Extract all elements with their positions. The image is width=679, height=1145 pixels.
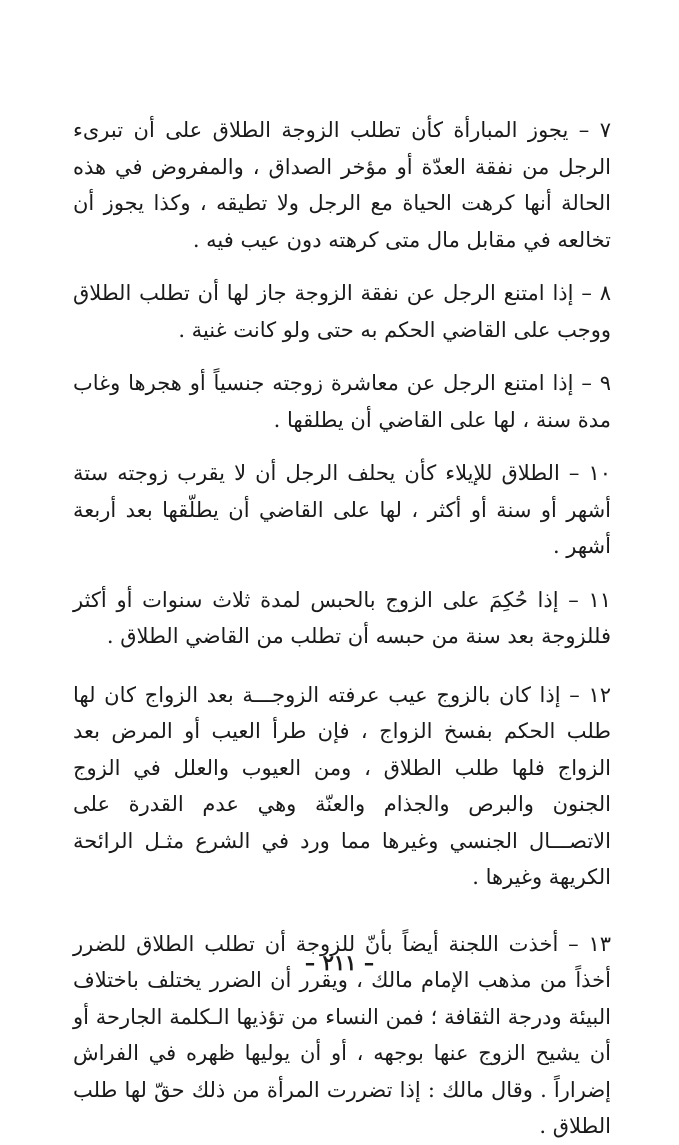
paragraph-12: ١٢ – إذا كان بالزوج عيب عرفته الزوجـــة بعد الزواج كان لها طلب الحكم بفسخ الزواج ، فإن طرأ العيب أو المرض بعد الزواج فلها طلب الطلاق ، ومن العيوب والعلل في الزوج الجنون والبرص والجذام والعنّة وهي عدم القدرة على الاتصـــال الجنسي وغيرها مما ورد في الشرع مثـل الرائحة الكريهة وغيرها . [73,682,611,889]
paragraph-10: ١٠ – الطلاق للإيلاء كأن يحلف الرجل أن لا يقرب زوجته ستة أشهر أو سنة أو أكثر ، لها على القاضي أن يطلّقها بعد أربعة أشهر . [73,461,611,558]
paragraph-7: ٧ – يجوز المبارأة كأن تطلب الزوجة الطلاق على أن تبرىء الرجل من نفقة العدّة أو مؤخر الصداق ، والمفروض في هذه الحالة أنها كرهت الحياة مع الرجل ولا تطيقه ، وكذا يجوز أن تخالعه في مقابل مال متى كرهته دون عيب فيه . [73,118,611,252]
paragraph-13: ١٣ – أخذت اللجنة أيضاً بأنّ للزوجة أن تطلب الطلاق للضرر أخذاً من مذهب الإمام مالك ، ويقرر أن الضرر يختلف باختلاف البيئة ودرجة الثقافة ؛ فمن النساء من تؤذيها الـكلمة الجارحة أو أن يشيح الزوج عنها بوجهه ، أو أن يوليها ظهره في الفراش إضراراً . وقال مالك : إذا تضررت المرأة من ذلك حقّ لها طلب الطلاق . [73,931,611,1138]
paragraph-8: ٨ – إذا امتنع الرجل عن نفقة الزوجة جاز لها أن تطلب الطلاق ووجب على القاضي الحكم به حتى ولو كانت غنية . [73,281,611,342]
paragraph-11: ١١ – إذا حُكِمَ على الزوج بالحبس لمدة ثلاث سنوات أو أكثر فللزوجة بعد سنة من حبسه أن تطلب من القاضي الطلاق . [73,587,611,648]
page-number: – ٢١١ – [304,950,375,975]
paragraph-9: ٩ – إذا امتنع الرجل عن معاشرة زوجته جنسياً أو هجرها وغاب مدة سنة ، لها على القاضي أن يطلقها . [73,371,611,432]
